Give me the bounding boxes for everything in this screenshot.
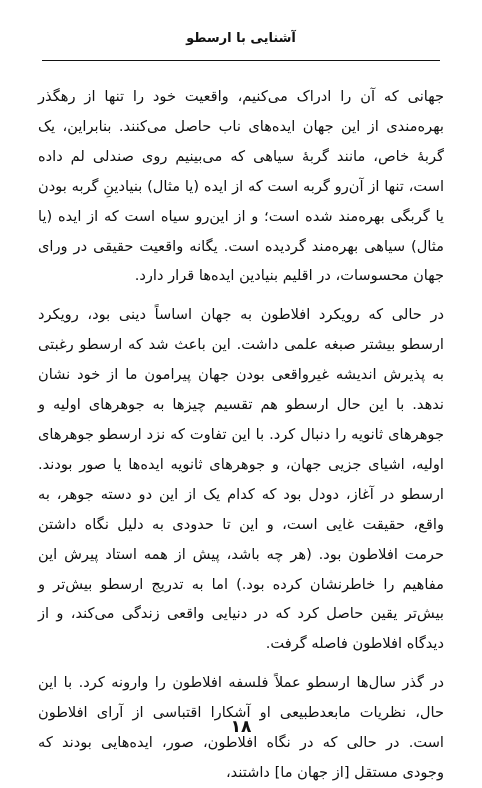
paragraph-1: جهانی که آن را ادراک می‌کنیم، واقعیت خود را تنها از رهگذر بهره‌مندی از این جهان ایده‌های ناب حاصل می‌کنند. بنابراین، یک گربهٔ خاص، مانند گربهٔ سیاهی که می‌بینیم روی صندلی لم داده است، تنها از آن‌رو گربه است که از ایده (یا مثال) بنیادینِ گربه بودن یا گربگی بهره‌مند شده است؛ و از این‌رو سیاه است که از ایده (یا مثال) سیاهی بهره‌مند گردیده است. یگانه واقعیت حقیقی در ورای جهان محسوسات، در اقلیم بنیادین ایده‌ها قرار دارد.: [38, 88, 444, 285]
paragraph-3: در گذر سال‌ها ارسطو عملاً فلسفه افلاطون را وارونه کرد. با این حال، نظریات مابعدطبیعی او آشکارا اقتباسی از آرای افلاطون است. در حالی که در نگاه افلاطون، صور، ایده‌هایی بودند که وجودی مستقل [از جهان ما] داشتند،: [38, 674, 444, 781]
paragraph-2: در حالی که رویکرد افلاطون به جهان اساساً دینی بود، رویکرد ارسطو بیشتر صبغه علمی داشت. این باعث شد که ارسطو رغبتی به پذیرش اندیشه غیرواقعی بودن جهان پیرامون ما از خود نشان ندهد. با این حال ارسطو هم تقسیم چیزها به جوهرهای اولیه و جوهرهای ثانویه را دنبال کرد. با این تفاوت که نزد ارسطو جوهرهای اولیه، اشیای جزیی جهان، و جوهرهای ثانویه ایده‌ها یا صور بودند. ارسطو در آغاز، دودل بود که کدام یک از این دو دسته جوهر، به واقع، حقیقت غایی است، و این تا حدودی به دلیل نگاه داشتن حرمت افلاطون بود. (هر چه باشد، پیش از همه استاد پیرش این مفاهیم را خاطرنشان کرده بود.) اما به تدریج ارسطو بیش‌تر و بیش‌تر یقین حاصل کرد که در دنیایی واقعی زندگی می‌کند، و از دیدگاه افلاطون فاصله گرفت.: [38, 306, 444, 653]
body-text: [38, 82, 444, 788]
running-header-title: آشنایی با ارسطو: [186, 31, 296, 46]
header-rule: [42, 60, 440, 61]
page-number: ۱۸: [230, 717, 252, 737]
